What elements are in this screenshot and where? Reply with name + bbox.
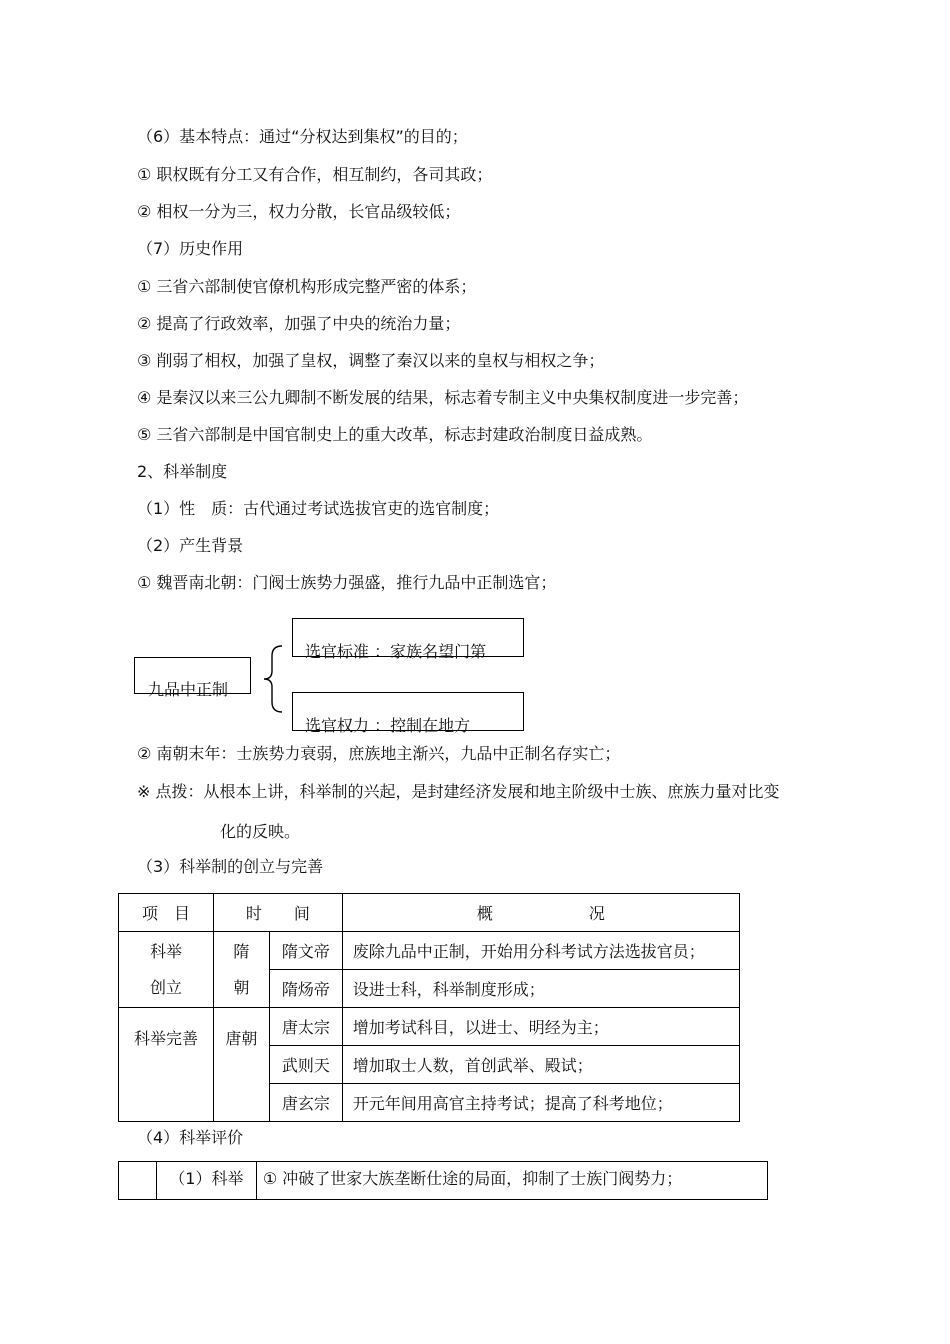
tip-note: ※ 点拨：从根本上讲，科举制的兴起，是封建经济发展和地主阶级中士族、庶族力量对比变 [137,782,780,801]
diagram-branch-top [292,618,524,661]
tip-note-continued: 化的反映。 [220,822,301,841]
evaluation-table [118,1161,768,1200]
point-3: ③ 削弱了相权，加强了皇权，调整了秦汉以来的皇权与相权之争； [137,351,605,370]
diagram-main-label: 九品中正制 [148,680,229,699]
cell-emperor: 隋炀帝 [269,970,342,1008]
point-4: ④ 是秦汉以来三公九卿制不断发展的结果，标志着专制主义中央集权制度进一步完善； [137,388,749,407]
section-7-heading: （7）历史作用 [137,239,244,258]
subsection-2: （2）产生背景 [137,536,244,555]
cell-dynasty-tang: 唐朝 [213,1008,269,1122]
diagram-main-box [134,657,251,699]
diagram-branch-top-label: 选官标准 ：家族名望门第 [305,642,487,661]
section-6-heading: （6）基本特点：通过“分权达到集权”的目的； [137,127,468,146]
cell-emperor: 唐玄宗 [269,1084,342,1122]
point-1: ① 职权既有分工又有合作，相互制约，各司其政； [137,165,493,184]
cell-emperor: 唐太宗 [269,1008,342,1046]
curly-brace-icon [258,644,288,714]
header-item: 项 目 [119,894,214,932]
keju-table [118,893,740,1122]
point-5: ⑤ 三省六部制是中国官制史上的重大改革，标志封建政治制度日益成熟。 [137,425,653,444]
subsection-3: （3）科举制的创立与完善 [137,857,324,876]
point-1: ① 魏晋南北朝：门阀士族势力强盛，推行九品中正制选官； [137,573,557,592]
cell-note: 增加考试科目，以进士、明经为主； [342,1008,739,1046]
point-1: ① 三省六部制使官僚机构形成完整严密的体系； [137,277,477,296]
cell-note: 设进士科，科举制度形成； [342,970,739,1008]
cell-item-founding: 科举创立 [119,932,214,1008]
cell-label: （1）科举 [156,1162,256,1200]
cell-note: 废除九品中正制，开始用分科考试方法选拔官员； [342,932,739,970]
cell-note: 增加取士人数，首创武举、殿试； [342,1046,739,1084]
cell-emperor: 武则天 [269,1046,342,1084]
cell-note: 开元年间用高官主持考试；提高了科考地位； [342,1084,739,1122]
point-2: ② 相权一分为三，权力分散，长官品级较低； [137,202,461,221]
subsection-4: （4）科举评价 [137,1128,244,1147]
cell-text: ① 冲破了世家大族垄断仕途的局面，抑制了士族门阀势力； [256,1162,767,1200]
header-overview: 概 况 [342,894,739,932]
subsection-1: （1）性 质：古代通过考试选拔官吏的选官制度； [137,499,500,518]
diagram-branch-bottom-label: 选官权力 ：控制在地方 [305,716,471,735]
point-2: ② 提高了行政效率，加强了中央的统治力量； [137,314,461,333]
cell-blank [119,1162,157,1200]
cell-item-perfecting: 科举完善 [119,1008,214,1122]
cell-emperor: 隋文帝 [269,932,342,970]
diagram-branch-bottom [292,692,524,735]
cell-dynasty-sui: 隋朝 [213,932,269,1008]
point-2: ② 南朝末年：士族势力衰弱，庶族地主渐兴，九品中正制名存实亡； [137,744,621,763]
section-2-heading: 2、科举制度 [137,462,228,481]
header-time: 时 间 [213,894,342,932]
